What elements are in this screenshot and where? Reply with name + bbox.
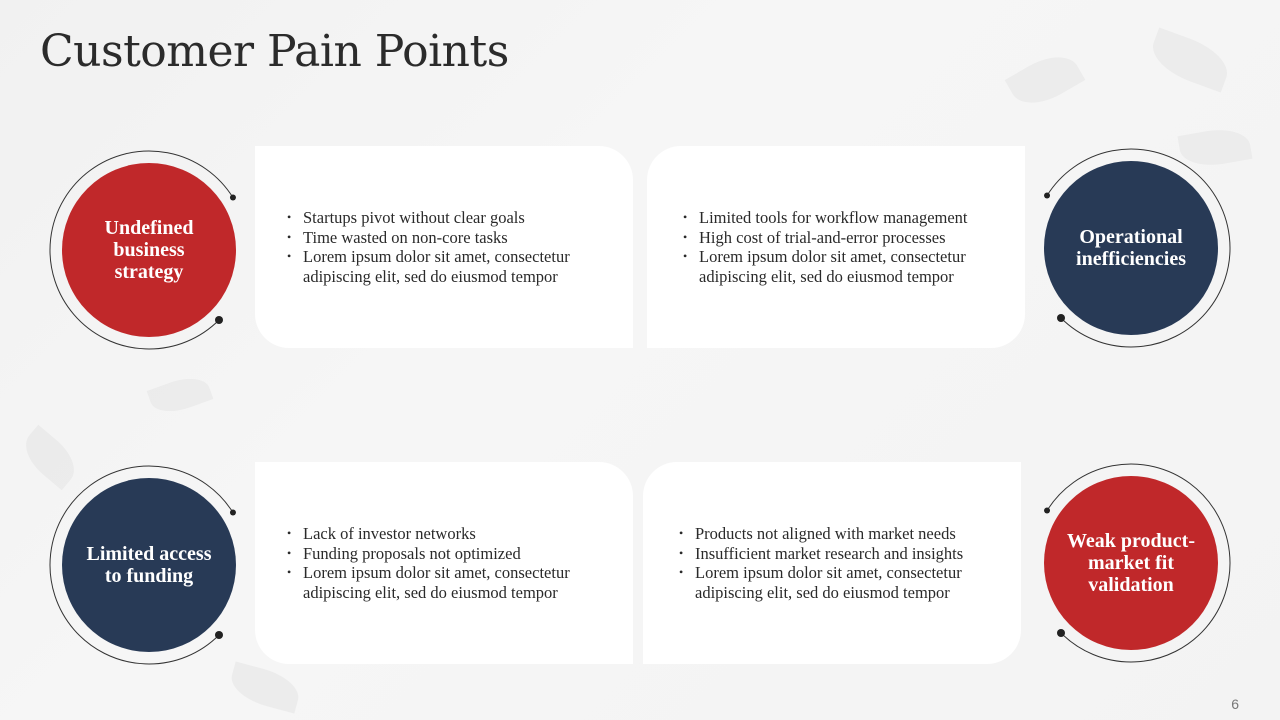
bullet-item: • Time wasted on non-core tasks [287, 228, 613, 248]
pain-point-card [643, 462, 1021, 664]
bullet-item: • Lorem ipsum dolor sit amet, consectetur adipiscing elit, sed do eiusmod tempor [679, 563, 1001, 602]
bullet-item: • Limited tools for workflow management [683, 208, 1005, 228]
page-number: 6 [1231, 696, 1239, 712]
pain-point-circle [39, 140, 259, 360]
bullet-item: • Lorem ipsum dolor sit amet, consectetur adipiscing elit, sed do eiusmod tempor [287, 563, 613, 602]
bullet-item: • Lorem ipsum dolor sit amet, consectetur adipiscing elit, sed do eiusmod tempor [683, 247, 1005, 286]
pain-point-card [255, 462, 633, 664]
bullet-item: • Startups pivot without clear goals [287, 208, 613, 228]
bullet-list [287, 524, 613, 602]
pain-point-card [647, 146, 1025, 348]
pain-point-circle [39, 455, 259, 675]
bullet-item: • Insufficient market research and insights [679, 544, 1001, 564]
bullet-item: • Lack of investor networks [287, 524, 613, 544]
bullet-list [287, 208, 613, 286]
bullet-item: • Lorem ipsum dolor sit amet, consectetur adipiscing elit, sed do eiusmod tempor [287, 247, 613, 286]
bullet-item: • Products not aligned with market needs [679, 524, 1001, 544]
pain-point-circle [1021, 453, 1241, 673]
bullet-item: • High cost of trial-and-error processes [683, 228, 1005, 248]
circle-label: Limited access to funding [86, 543, 212, 587]
leaf-decoration [1005, 45, 1086, 115]
leaf-decoration [147, 371, 214, 420]
pain-point-circle [1021, 138, 1241, 358]
leaf-decoration [1146, 28, 1235, 93]
page-title: Customer Pain Points [40, 26, 509, 77]
circle-label: Undefined business strategy [104, 217, 194, 283]
circle-label: Operational inefficiencies [1076, 226, 1186, 270]
bullet-list [683, 208, 1005, 286]
pain-point-card [255, 146, 633, 348]
bullet-list [679, 524, 1001, 602]
circle-label: Weak product-market fit validation [1067, 530, 1195, 596]
bullet-item: • Funding proposals not optimized [287, 544, 613, 564]
